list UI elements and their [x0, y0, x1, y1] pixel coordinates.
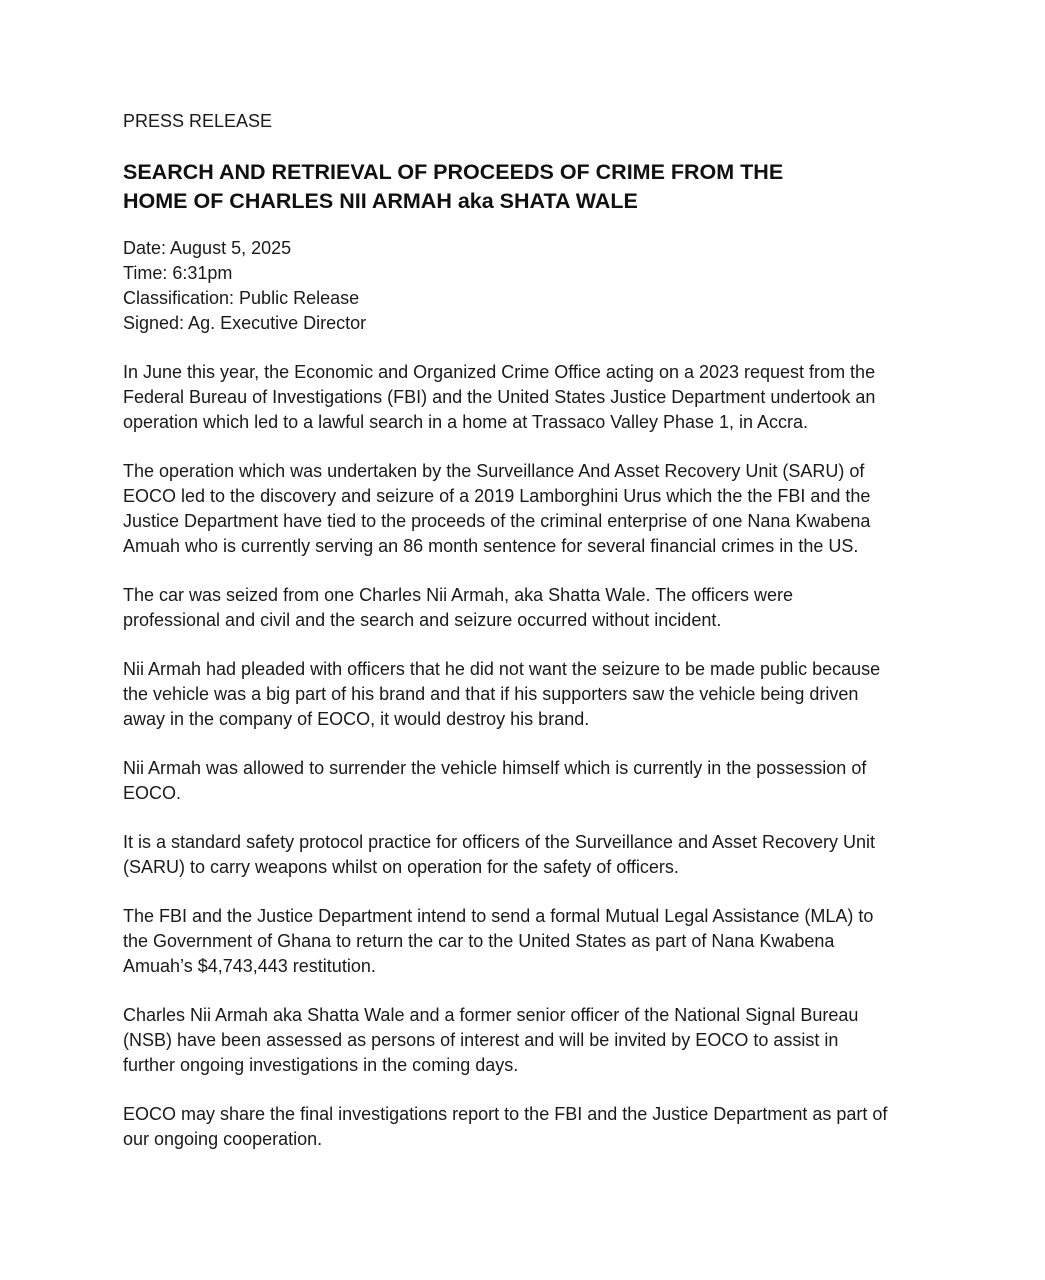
paragraph-line: professional and civil and the search and seizure occurred without incident. — [123, 610, 722, 630]
document-title — [123, 158, 928, 216]
signed-line: Signed: Ag. Executive Director — [123, 313, 367, 333]
paragraph-line: (NSB) have been assessed as persons of interest and will be invited by EOCO to assist in — [123, 1030, 839, 1050]
paragraph-line: our ongoing cooperation. — [123, 1129, 323, 1149]
paragraph-line: EOCO. — [123, 783, 182, 803]
body-content — [123, 360, 928, 1152]
paragraph-line: The FBI and the Justice Department intend to send a formal Mutual Legal Assistance (MLA) to — [123, 906, 874, 926]
document-label: PRESS RELEASE — [123, 111, 273, 131]
paragraph-line: away in the company of EOCO, it would destroy his brand. — [123, 709, 590, 729]
time-line: Time: 6:31pm — [123, 263, 233, 283]
title-line-1: SEARCH AND RETRIEVAL OF PROCEEDS OF CRIME FROM THE — [123, 160, 784, 184]
paragraph-line: the vehicle was a big part of his brand and that if his supporters saw the vehicle being driven — [123, 684, 859, 704]
paragraph-line: EOCO led to the discovery and seizure of a 2019 Lamborghini Urus which the the FBI and the — [123, 486, 871, 506]
paragraph — [123, 1003, 928, 1078]
paragraph-line: The operation which was undertaken by the Surveillance And Asset Recovery Unit (SARU) of — [123, 461, 865, 481]
paragraph-line: further ongoing investigations in the coming days. — [123, 1055, 519, 1075]
paragraph-line: operation which led to a lawful search in a home at Trassaco Valley Phase 1, in Accra. — [123, 412, 809, 432]
paragraph — [123, 756, 928, 806]
metadata-block — [123, 236, 928, 336]
paragraph — [123, 657, 928, 732]
paragraph-line: Nii Armah had pleaded with officers that he did not want the seizure to be made public because — [123, 659, 881, 679]
paragraph-line: the Government of Ghana to return the car to the United States as part of Nana Kwabena — [123, 931, 835, 951]
paragraph — [123, 830, 928, 880]
paragraph-line: (SARU) to carry weapons whilst on operation for the safety of officers. — [123, 857, 679, 877]
paragraph-line: It is a standard safety protocol practice for officers of the Surveillance and Asset Recovery Unit — [123, 832, 876, 852]
paragraph — [123, 583, 928, 633]
date-line: Date: August 5, 2025 — [123, 238, 292, 258]
paragraph — [123, 904, 928, 979]
title-line-2: HOME OF CHARLES NII ARMAH aka SHATA WALE — [123, 189, 638, 213]
paragraph-line: Nii Armah was allowed to surrender the vehicle himself which is currently in the possession of — [123, 758, 867, 778]
paragraph-line: Charles Nii Armah aka Shatta Wale and a former senior officer of the National Signal Bureau — [123, 1005, 859, 1025]
paragraph — [123, 1102, 928, 1152]
paragraph-line: Amuah who is currently serving an 86 month sentence for several financial crimes in the US. — [123, 536, 859, 556]
paragraph-line: Amuah’s $4,743,443 restitution. — [123, 956, 376, 976]
paragraph-line: Justice Department have tied to the proceeds of the criminal enterprise of one Nana Kwabena — [123, 511, 871, 531]
paragraph — [123, 360, 928, 435]
paragraph — [123, 459, 928, 559]
classification-line: Classification: Public Release — [123, 288, 360, 308]
paragraph-line: The car was seized from one Charles Nii Armah, aka Shatta Wale. The officers were — [123, 585, 793, 605]
press-release-document — [123, 108, 928, 1152]
paragraph-line: Federal Bureau of Investigations (FBI) and the United States Justice Department undertook an — [123, 387, 876, 407]
paragraph-line: In June this year, the Economic and Organized Crime Office acting on a 2023 request from the — [123, 362, 876, 382]
paragraph-line: EOCO may share the final investigations report to the FBI and the Justice Department as part of — [123, 1104, 888, 1124]
